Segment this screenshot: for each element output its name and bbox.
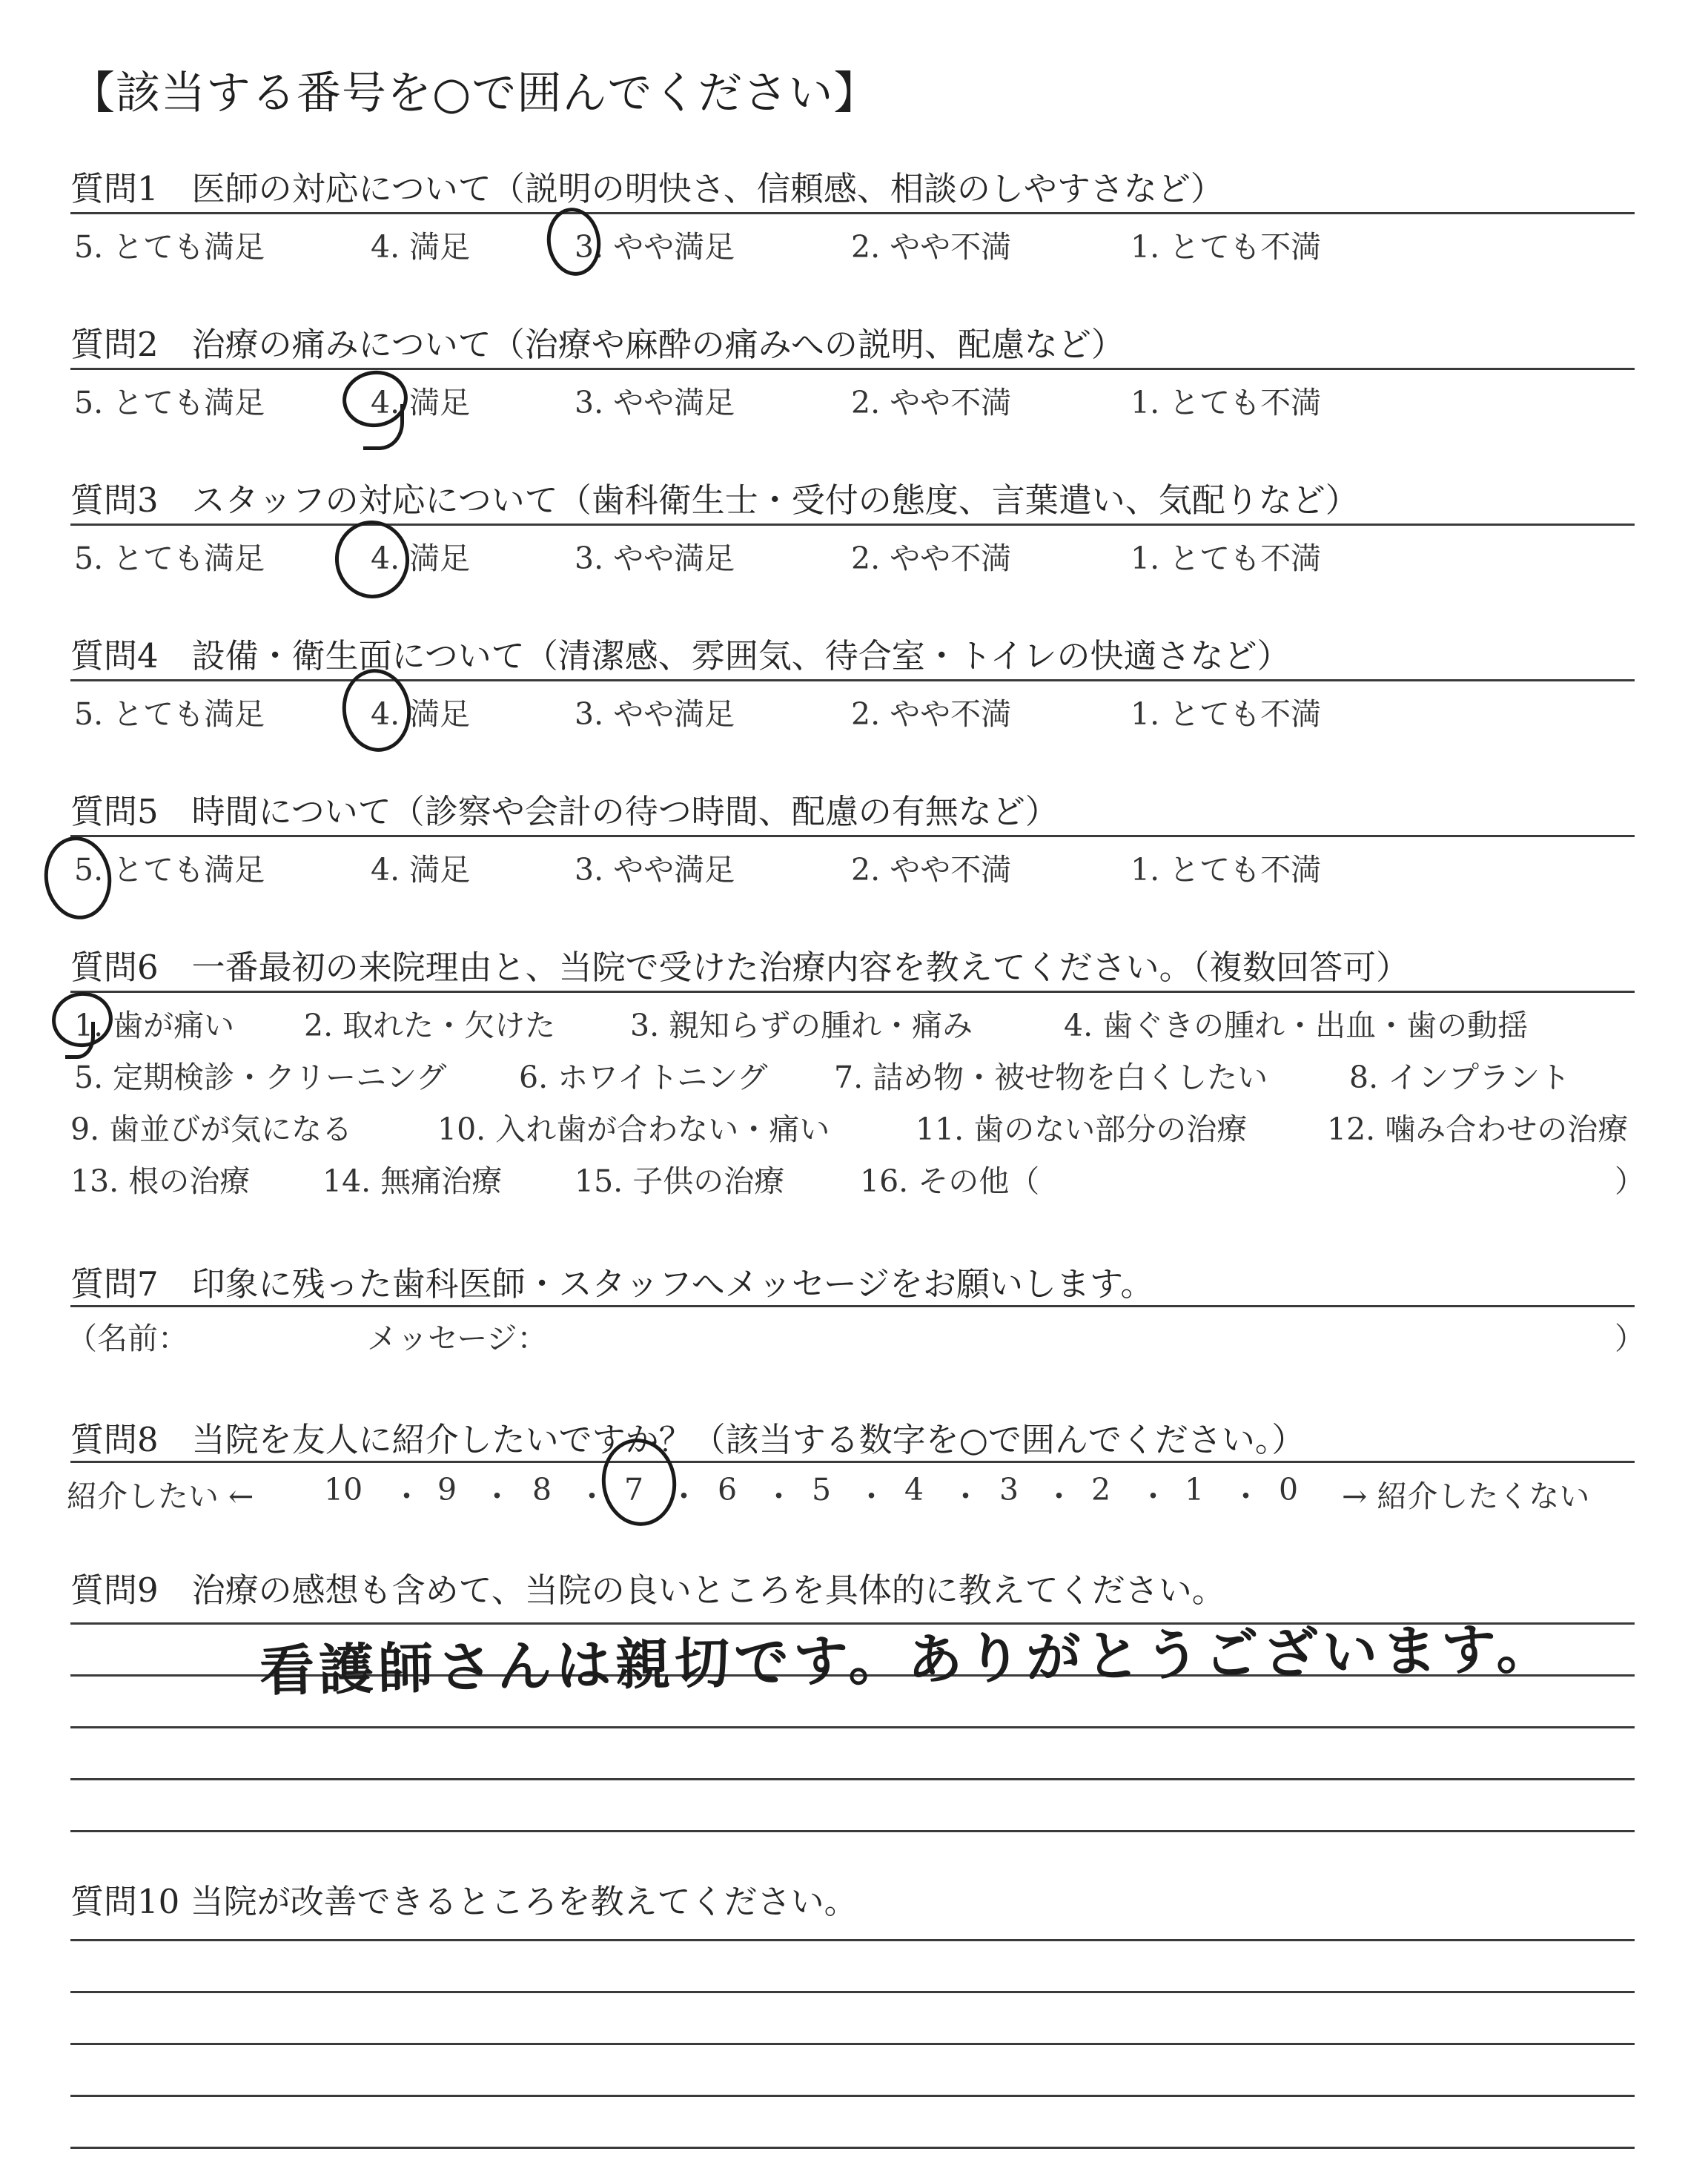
q8-scale-0[interactable]: 0 bbox=[1279, 1472, 1299, 1507]
q6-option-4[interactable]: 4. 歯ぐきの腫れ・出血・歯の動揺 bbox=[1064, 1008, 1529, 1043]
q1-option-3[interactable]: 3. やや満足 bbox=[575, 229, 735, 265]
q6-close-paren: ） bbox=[1615, 1163, 1645, 1199]
q5-option-1[interactable]: 1. とても不満 bbox=[1131, 852, 1322, 888]
q9-answer-line-3 bbox=[70, 1726, 1635, 1728]
q8-scale-3[interactable]: 3 bbox=[999, 1472, 1019, 1507]
q2-option-4[interactable]: 4. 満足 bbox=[371, 385, 471, 420]
q3-option-4[interactable]: 4. 満足 bbox=[371, 541, 471, 576]
q5-option-2[interactable]: 2. やや不満 bbox=[851, 852, 1012, 888]
q1-option-1[interactable]: 1. とても不満 bbox=[1131, 229, 1322, 265]
q8-scale-9[interactable]: 9 bbox=[437, 1472, 457, 1507]
question-9-heading: 質問9 治療の感想も含めて、当院の良いところを具体的に教えてください。 bbox=[70, 1571, 1225, 1610]
question-6-heading: 質問6 一番最初の来院理由と、当院で受けた治療内容を教えてください。（複数回答可） bbox=[70, 948, 1410, 987]
q3-option-5[interactable]: 5. とても満足 bbox=[74, 541, 265, 576]
q3-hand-drawn-circle bbox=[330, 516, 414, 604]
q8-scale-dot: ・ bbox=[577, 1479, 607, 1514]
q6-option-7[interactable]: 7. 詰め物・被せ物を白くしたい bbox=[834, 1060, 1268, 1095]
question-7-heading: 質問7 印象に残った歯科医師・スタッフへメッセージをお願いします。 bbox=[70, 1264, 1154, 1304]
q8-scale-dot: ・ bbox=[1231, 1479, 1261, 1514]
question-2-rule bbox=[70, 368, 1635, 370]
q10-answer-line-5 bbox=[70, 2147, 1635, 2149]
q8-scale-7[interactable]: 7 bbox=[624, 1472, 644, 1507]
q9-answer-line-4 bbox=[70, 1778, 1635, 1780]
question-1-rule bbox=[70, 212, 1635, 214]
q6-option-15[interactable]: 15. 子供の治療 bbox=[575, 1163, 785, 1199]
q6-option-13[interactable]: 13. 根の治療 bbox=[70, 1163, 251, 1199]
question-3-heading: 質問3 スタッフの対応について（歯科衛生士・受付の態度、言葉遣い、気配りなど） bbox=[70, 480, 1359, 520]
q7-close-paren: ） bbox=[1615, 1321, 1645, 1356]
q1-option-5[interactable]: 5. とても満足 bbox=[74, 229, 265, 265]
q10-answer-line-4 bbox=[70, 2095, 1635, 2097]
q9-handwritten-answer[interactable]: 看護師さんは親切です。ありがとうございます。 bbox=[259, 1616, 1556, 1704]
q8-scale-dot: ・ bbox=[482, 1479, 512, 1514]
q8-left-label: 紹介したい ← bbox=[67, 1479, 254, 1514]
q8-scale-dot: ・ bbox=[1138, 1479, 1168, 1514]
q6-option-2[interactable]: 2. 取れた・欠けた bbox=[304, 1008, 556, 1043]
question-4-heading: 質問4 設備・衛生面について（清潔感、雰囲気、待合室・トイレの快適さなど） bbox=[70, 636, 1291, 676]
q10-answer-line-2 bbox=[70, 1991, 1635, 1993]
q8-scale-2[interactable]: 2 bbox=[1091, 1472, 1111, 1507]
q2-option-1[interactable]: 1. とても不満 bbox=[1131, 385, 1322, 420]
question-6-rule bbox=[70, 991, 1635, 993]
q1-option-2[interactable]: 2. やや不満 bbox=[851, 229, 1012, 265]
question-1-heading: 質問1 医師の対応について（説明の明快さ、信頼感、相談のしやすさなど） bbox=[70, 169, 1224, 208]
q7-message-label[interactable]: メッセージ： bbox=[367, 1321, 548, 1356]
q3-option-3[interactable]: 3. やや満足 bbox=[575, 541, 735, 576]
q8-scale-dot: ・ bbox=[669, 1479, 699, 1514]
q2-circle-tail bbox=[363, 404, 404, 450]
q8-scale-dot: ・ bbox=[856, 1479, 887, 1514]
q6-option-11[interactable]: 11. 歯のない部分の治療 bbox=[916, 1112, 1248, 1147]
question-5-heading: 質問5 時間について（診察や会計の待つ時間、配慮の有無など） bbox=[70, 792, 1059, 831]
q8-scale-6[interactable]: 6 bbox=[718, 1472, 738, 1507]
question-5-rule bbox=[70, 835, 1635, 837]
q8-right-label: → 紹介したくない bbox=[1342, 1479, 1590, 1514]
q4-option-1[interactable]: 1. とても不満 bbox=[1131, 696, 1322, 732]
q7-name-label[interactable]: （名前： bbox=[67, 1321, 188, 1356]
question-3-rule bbox=[70, 524, 1635, 526]
q3-option-2[interactable]: 2. やや不満 bbox=[851, 541, 1012, 576]
question-8-rule bbox=[70, 1461, 1635, 1463]
q6-option-9[interactable]: 9. 歯並びが気になる bbox=[70, 1112, 353, 1147]
q8-scale-dot: ・ bbox=[391, 1479, 422, 1514]
q10-answer-line-1 bbox=[70, 1939, 1635, 1941]
question-2-heading: 質問2 治療の痛みについて（治療や麻酔の痛みへの説明、配慮など） bbox=[70, 325, 1125, 364]
q8-scale-5[interactable]: 5 bbox=[812, 1472, 832, 1507]
q6-option-10[interactable]: 10. 入れ歯が合わない・痛い bbox=[437, 1112, 830, 1147]
q6-option-8[interactable]: 8. インプラント bbox=[1349, 1060, 1571, 1095]
q8-scale-dot: ・ bbox=[1044, 1479, 1074, 1514]
question-4-rule bbox=[70, 679, 1635, 681]
q8-scale-4[interactable]: 4 bbox=[904, 1472, 924, 1507]
q2-option-5[interactable]: 5. とても満足 bbox=[74, 385, 265, 420]
q1-hand-drawn-circle bbox=[543, 204, 605, 279]
q6-option-3[interactable]: 3. 親知らずの腫れ・痛み bbox=[630, 1008, 973, 1043]
question-7-rule bbox=[70, 1305, 1635, 1307]
q1-option-4[interactable]: 4. 満足 bbox=[371, 229, 471, 265]
q10-answer-line-3 bbox=[70, 2043, 1635, 2045]
q8-scale-10[interactable]: 10 bbox=[324, 1472, 363, 1507]
q2-option-2[interactable]: 2. やや不満 bbox=[851, 385, 1012, 420]
question-8-heading: 質問8 当院を友人に紹介したいですか？（該当する数字を○で囲んでください。） bbox=[70, 1420, 1305, 1459]
q6-option-6[interactable]: 6. ホワイトニング bbox=[519, 1060, 768, 1095]
q4-option-3[interactable]: 3. やや満足 bbox=[575, 696, 735, 732]
q6-option-14[interactable]: 14. 無痛治療 bbox=[322, 1163, 503, 1199]
q4-option-4[interactable]: 4. 満足 bbox=[371, 696, 471, 732]
q5-option-3[interactable]: 3. やや満足 bbox=[575, 852, 735, 888]
q4-option-2[interactable]: 2. やや不満 bbox=[851, 696, 1012, 732]
q8-scale-dot: ・ bbox=[764, 1479, 794, 1514]
q5-option-5[interactable]: 5. とても満足 bbox=[74, 852, 265, 888]
q4-hand-drawn-circle bbox=[337, 664, 417, 756]
q6-option-1[interactable]: 1. 歯が痛い bbox=[74, 1008, 235, 1043]
q6-option-12[interactable]: 12. 噛み合わせの治療 bbox=[1327, 1112, 1629, 1147]
q2-option-3[interactable]: 3. やや満足 bbox=[575, 385, 735, 420]
q6-option-5[interactable]: 5. 定期検診・クリーニング bbox=[74, 1060, 447, 1095]
q4-option-5[interactable]: 5. とても満足 bbox=[74, 696, 265, 732]
q8-scale-8[interactable]: 8 bbox=[532, 1472, 552, 1507]
q6-option-16[interactable]: 16. その他（ bbox=[860, 1163, 1040, 1199]
q9-answer-line-5 bbox=[70, 1830, 1635, 1832]
q3-option-1[interactable]: 1. とても不満 bbox=[1131, 541, 1322, 576]
q8-scale-dot: ・ bbox=[950, 1479, 981, 1514]
q5-option-4[interactable]: 4. 満足 bbox=[371, 852, 471, 888]
question-10-heading: 質問10 当院が改善できるところを教えてください。 bbox=[70, 1882, 858, 1921]
form-title: 【該当する番号を○で囲んでください】 bbox=[70, 67, 879, 119]
q8-scale-1[interactable]: 1 bbox=[1185, 1472, 1205, 1507]
